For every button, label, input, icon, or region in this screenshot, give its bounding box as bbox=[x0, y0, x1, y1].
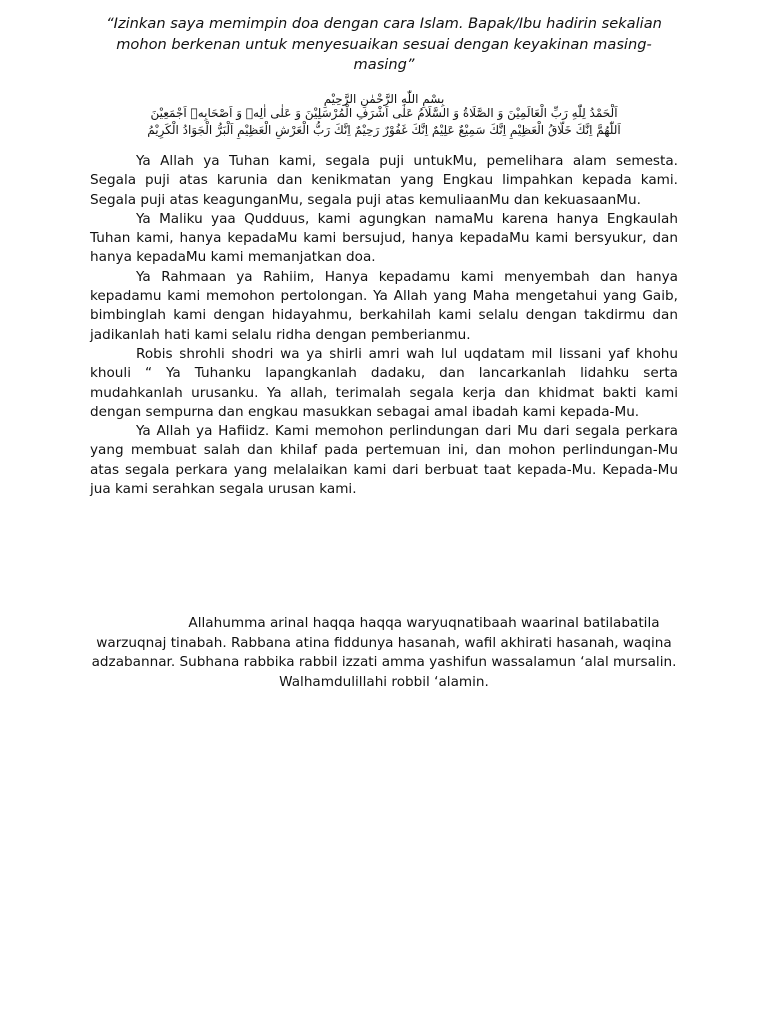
arabic-basmalah: بِسْمِ اللّٰهِ الرَّحْمٰنِ الرَّحِيْمِ bbox=[323, 92, 445, 106]
paragraph-3: Ya Rahmaan ya Rahiim, Hanya kepadamu kami menyembah dan hanya kepadamu kami memohon pertolongan. Ya Allah yang Maha mengetahui yang Gaib, bimbinglah kami dengan hidayahmu, berkahilah kami selalu dengan takdirmu dan jadikanlah hati kami selalu ridha dengan pemberianmu. bbox=[90, 268, 678, 343]
closing-paragraph: Allahumma arinal haqqa haqqa waryuqnatibaah waarinal batilabatila warzuqnaj tinabah. Rabbana atina fiddunya hasanah, wafil akhirati hasanah, waqina adzabannar. Subhana rabbika rabbil izzati amma yashifun wassalamun ‘alal mursalin. Walhamdulillahi robbil ‘alamin. bbox=[91, 615, 677, 690]
paragraph-2: Ya Maliku yaa Qudduus, kami agungkan namaMu karena hanya Engkaulah Tuhan kami, hanya kepadaMu kami bersujud, hanya kepadaMu kami bersyukur, dan hanya kepadaMu kami memanjatkan doa. bbox=[90, 210, 678, 266]
arabic-line-1: اَلْحَمْدُ لِلّٰهِ رَبِّ الْعَالَمِيْنَ وَ الصَّلَاةُ وَ السَّلَامُ عَلٰى اَشْرَفِ الْمُرْسَلِيْنَ وَ عَلٰى اٰلِهٖ وَ اَصْحَابِهٖ اَجْمَعِيْنَ bbox=[150, 106, 618, 120]
paragraph-4: Robis shrohli shodri wa ya shirli amri wah lul uqdatam mil lissani yaf khohu khouli “ Ya Tuhanku lapangkanlah dadaku, dan lancarkanlah lidahku serta mudahkanlah urusanku. Ya allah, terimalah segala kerja dan khidmat bakti kami dengan sempurna dan engkau masukkan sebagai amal ibadah kami kepada-Mu. bbox=[90, 345, 678, 420]
paragraph-1: Ya Allah ya Tuhan kami, segala puji untukMu, pemelihara alam semesta. Segala puji atas karunia dan kenikmatan yang Engkau limpahkan kepada kami. Segala puji atas keagunganMu, segala puji atas kemuliaanMu dan kekuasaanMu. bbox=[90, 153, 678, 208]
prayer-body bbox=[90, 152, 678, 499]
arabic-line-2: اَللّٰهُمَّ اِنَّكَ خَلَّاقُ الْعَظِيْمِ اِنَّكَ سَمِيْعٌ عَلِيْمٌ اِنَّكَ غَفُوْرٌ رَحِيْمٌ اِنَّكَ رَبُّ الْعَرْشِ الْعَظِيْمِ اَلْبَرُّ الْجَوَادُ الْكَرِيْمُ bbox=[147, 123, 621, 137]
intro-invitation: “Izinkan saya memimpin doa dengan cara Islam. Bapak/Ibu hadirin sekalian mohon berkenan untuk menyesuaikan sesuai dengan keyakinan masing-masing” bbox=[106, 15, 662, 73]
closing-prayer bbox=[84, 614, 684, 692]
paragraph-5: Ya Allah ya Hafiidz. Kami memohon perlindungan dari Mu dari segala perkara yang membuat salah dan khilaf pada pertemuan ini, dan mohon perlindungan-Mu atas segala perkara yang melalaikan kami dari berbuat taat kepada-Mu. Kepada-Mu jua kami serahkan segala urusan kami. bbox=[90, 423, 678, 498]
